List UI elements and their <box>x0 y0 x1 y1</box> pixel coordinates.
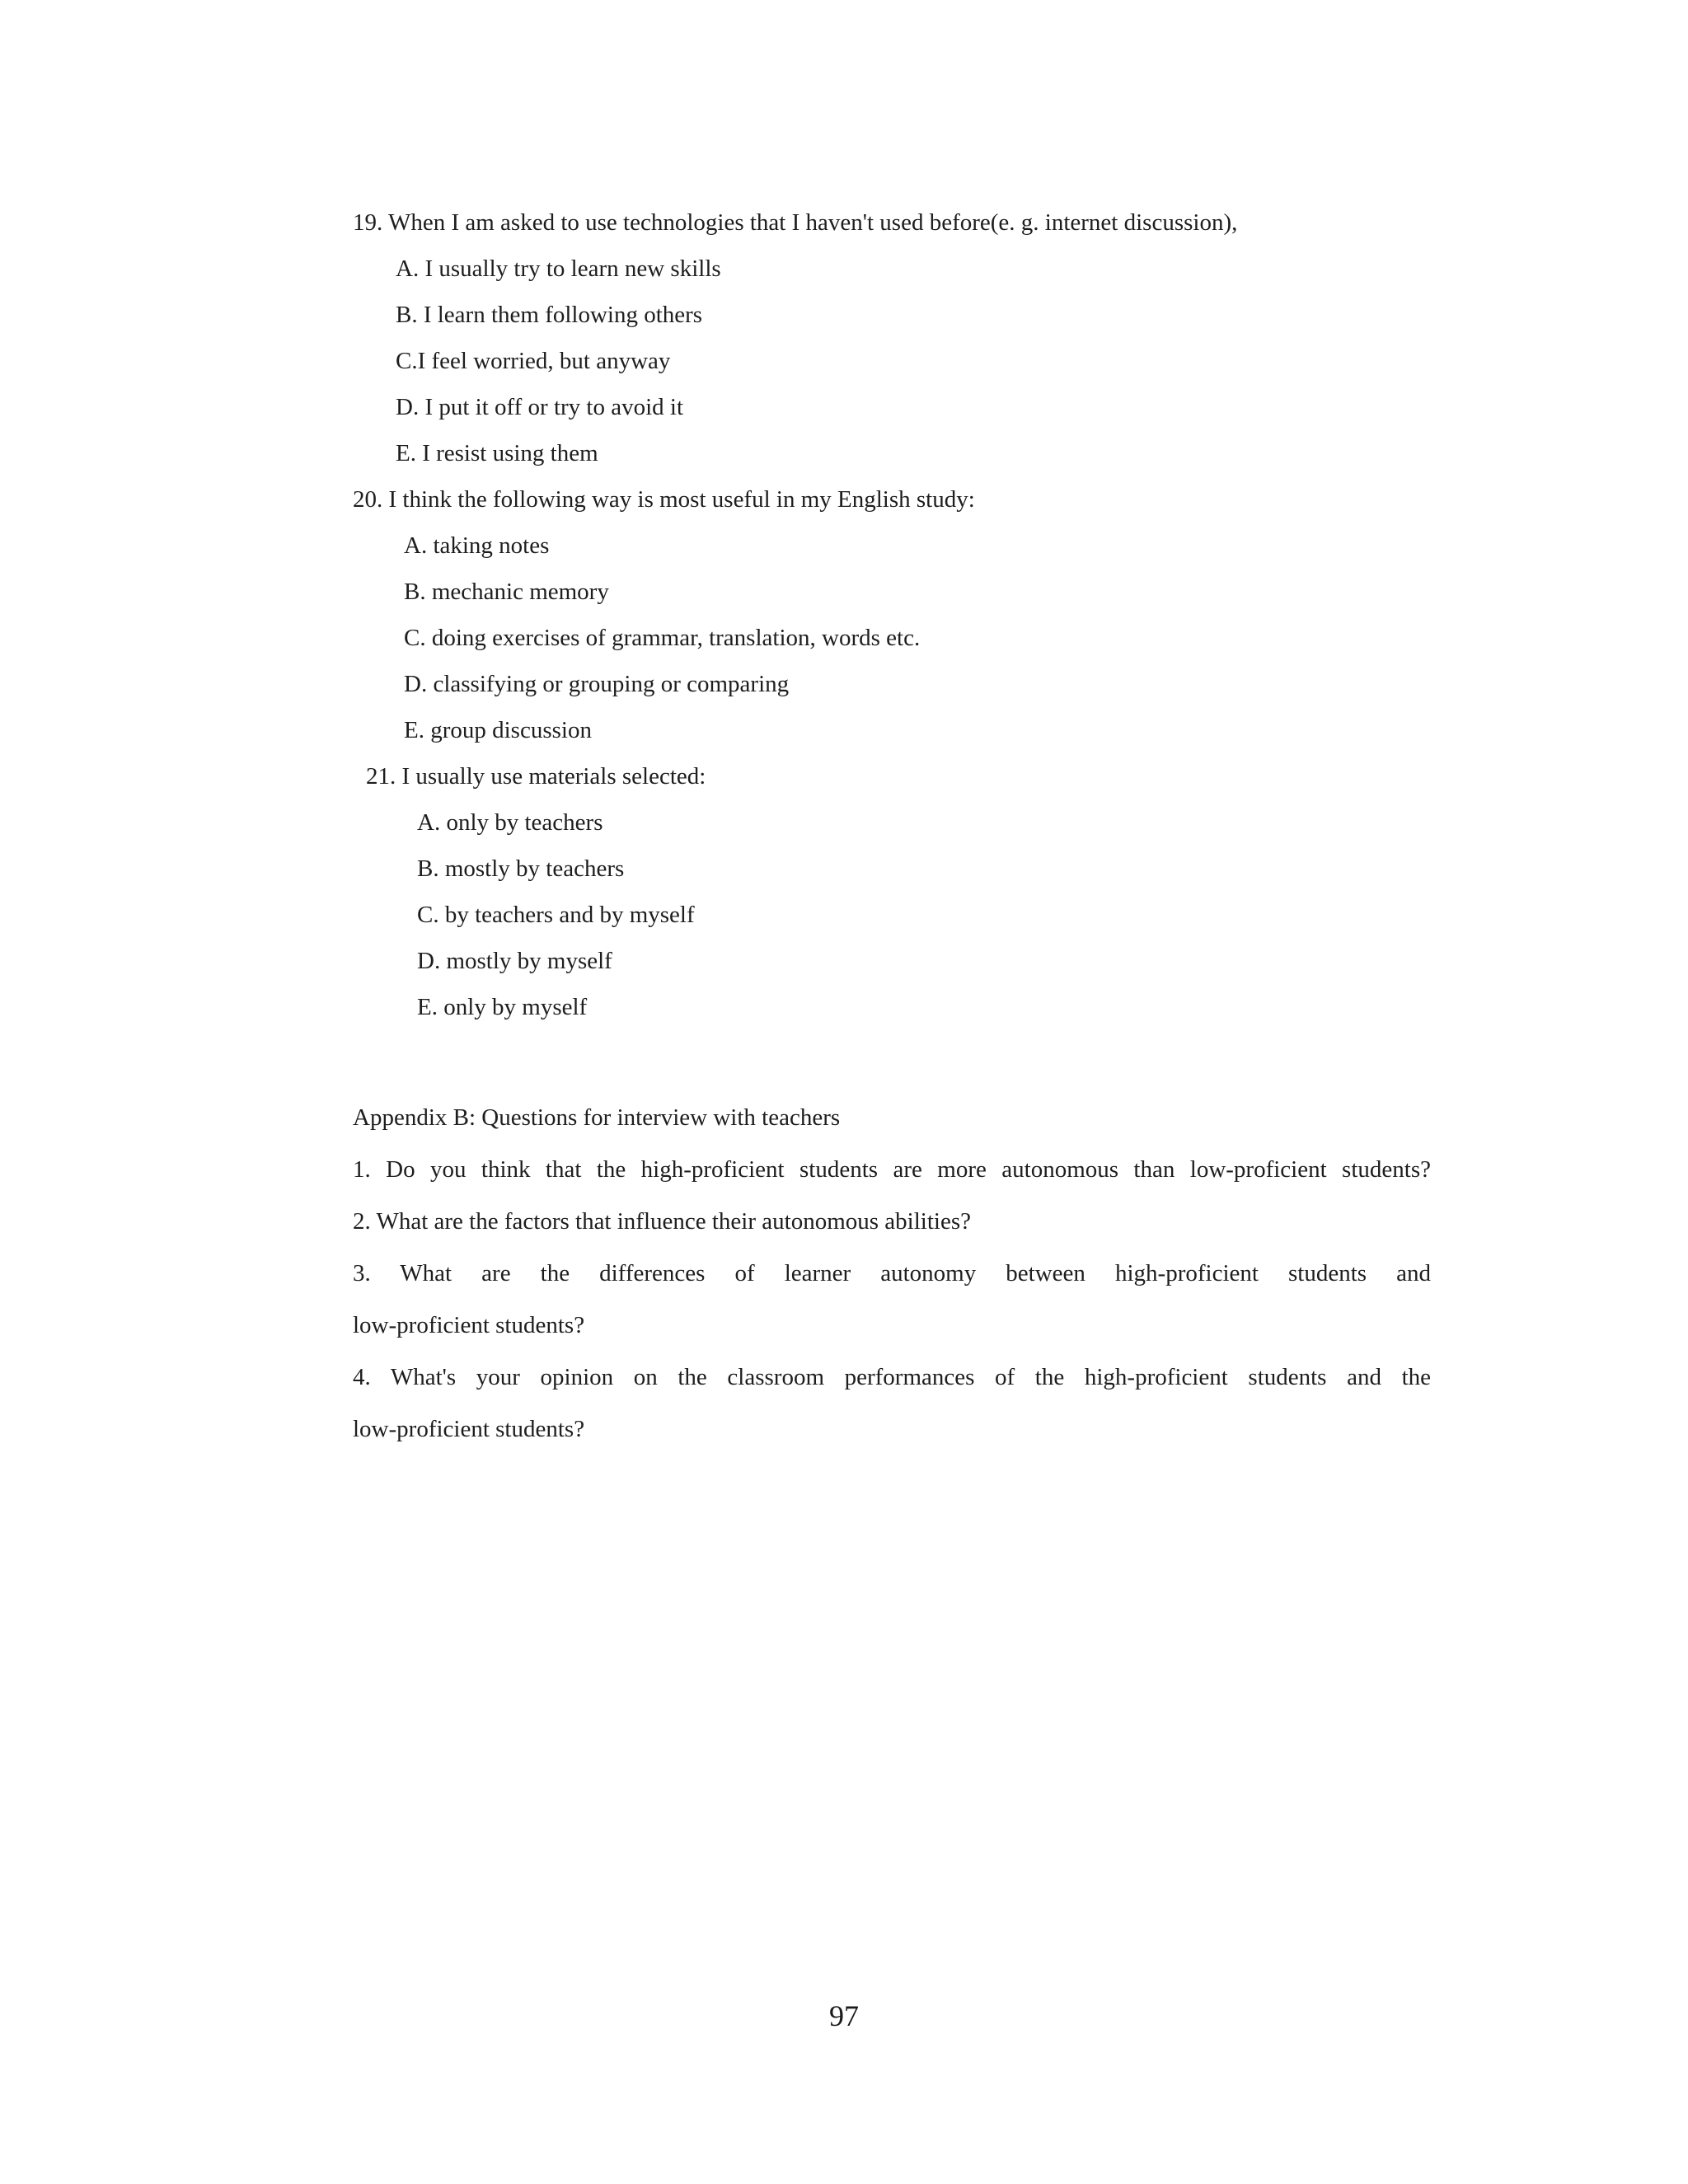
interview-question-2: 2. What are the factors that influence their autonomous abilities? <box>353 1208 971 1235</box>
question-20-stem: 20. I think the following way is most useful in my English study: <box>353 486 975 513</box>
question-20-option-c: C. doing exercises of grammar, translation, words etc. <box>404 625 921 651</box>
interview-question-3-line-2: low-proficient students? <box>353 1312 585 1338</box>
question-20-option-a: A. taking notes <box>404 532 550 559</box>
question-19-option-e: E. I resist using them <box>396 440 598 466</box>
question-21-option-a: A. only by teachers <box>417 809 603 836</box>
question-19-option-b: B. I learn them following others <box>396 302 703 328</box>
question-19-option-c: C.I feel worried, but anyway <box>396 348 671 374</box>
question-20-option-d: D. classifying or grouping or comparing <box>404 671 790 697</box>
question-20-option-e: E. group discussion <box>404 717 592 743</box>
appendix-b-heading: Appendix B: Questions for interview with teachers <box>353 1104 841 1131</box>
interview-question-1: 1. Do you think that the high-proficient students are more autonomous than low-proficient students? <box>353 1156 1431 1183</box>
question-21-option-d: D. mostly by myself <box>417 948 612 974</box>
question-21-option-b: B. mostly by teachers <box>417 855 625 882</box>
question-19-stem: 19. When I am asked to use technologies that I haven't used before(e. g. internet discussion), <box>353 209 1238 236</box>
question-19-option-a: A. I usually try to learn new skills <box>396 255 721 282</box>
question-20-option-b: B. mechanic memory <box>404 579 609 605</box>
interview-question-4-line-1: 4. What's your opinion on the classroom performances of the high-proficient students and the <box>353 1364 1431 1390</box>
interview-question-3-line-1: 3. What are the differences of learner autonomy between high-proficient students and <box>353 1260 1431 1286</box>
interview-question-4-line-2: low-proficient students? <box>353 1416 585 1442</box>
question-21-option-c: C. by teachers and by myself <box>417 902 695 928</box>
question-21-stem: 21. I usually use materials selected: <box>366 763 706 790</box>
question-21-option-e: E. only by myself <box>417 994 588 1020</box>
question-19-option-d: D. I put it off or try to avoid it <box>396 394 684 420</box>
page-number: 97 <box>829 1999 859 2032</box>
